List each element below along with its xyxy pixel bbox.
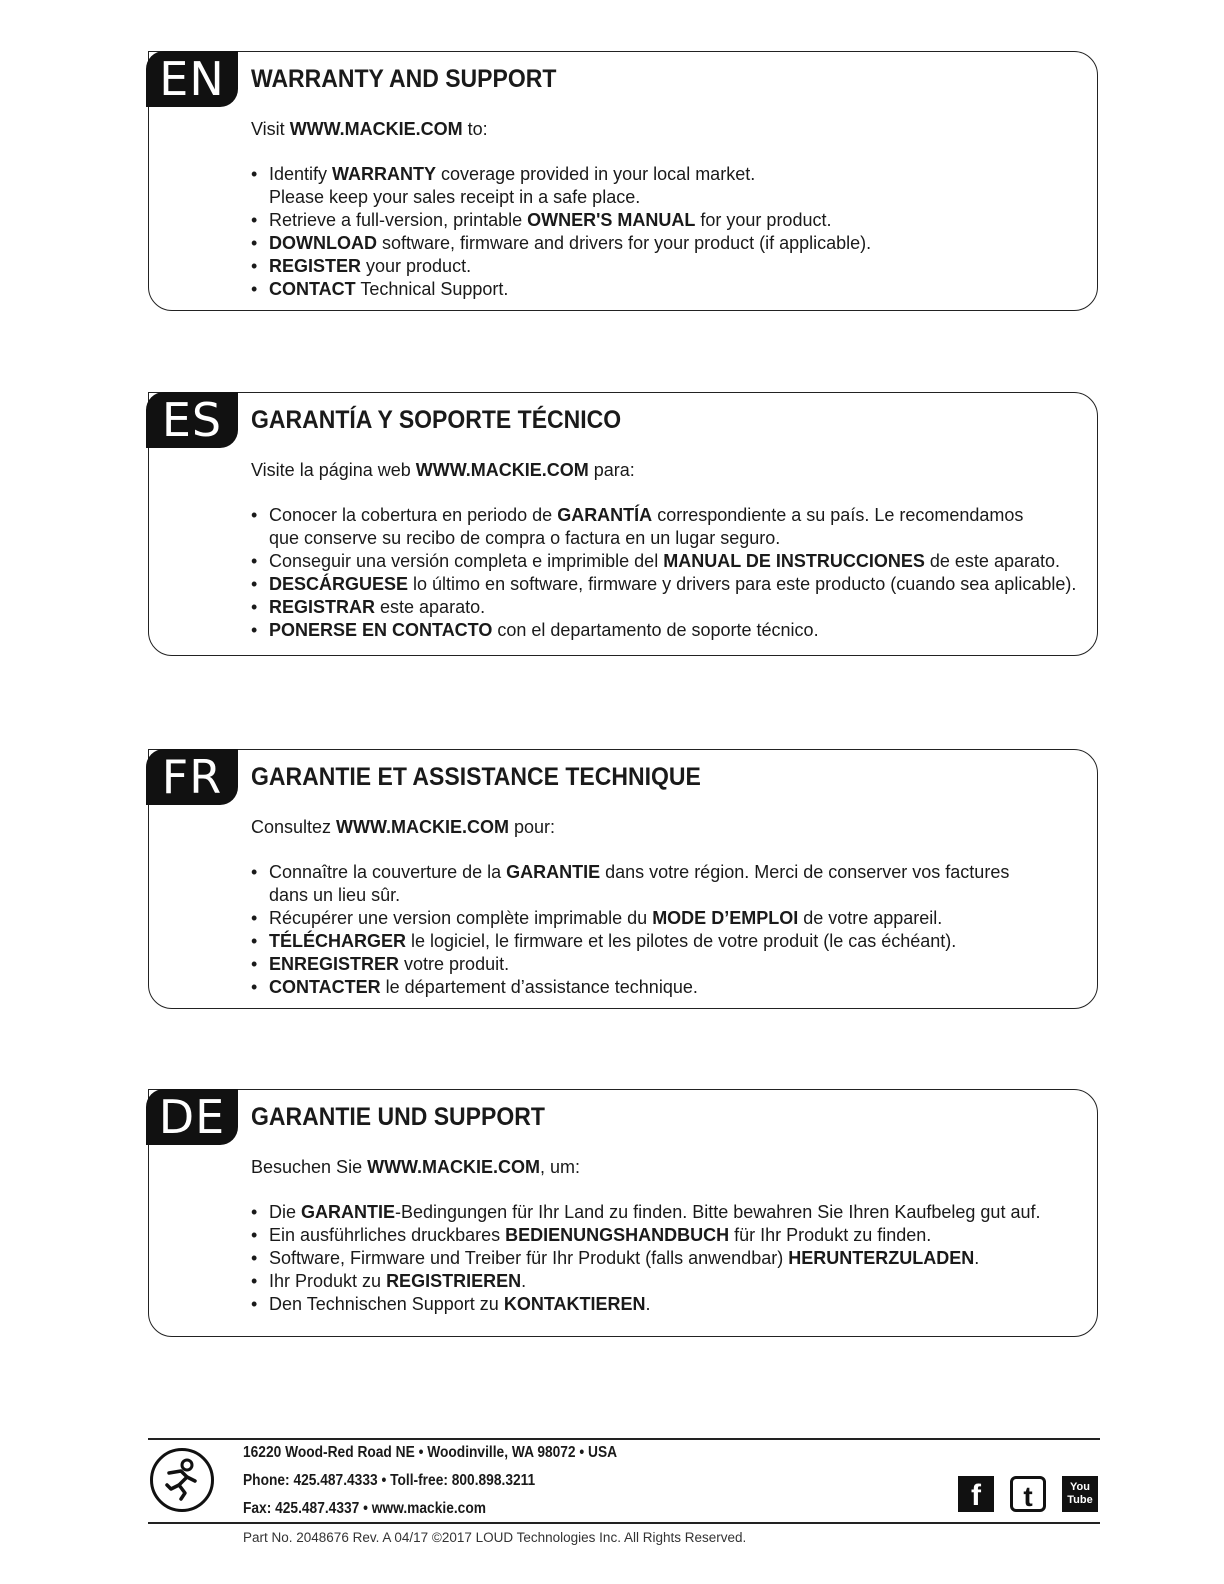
- section-title: GARANTIE ET ASSISTANCE TECHNIQUE: [251, 763, 701, 791]
- emphasis-text: WWW.MACKIE.COM: [289, 119, 463, 139]
- emphasis-text: REGISTER: [269, 256, 362, 276]
- visit-line: [251, 817, 555, 838]
- item-line: [269, 1225, 931, 1245]
- language-tag: DE: [146, 1089, 238, 1145]
- item-line: [269, 574, 1076, 594]
- text-run: de votre appareil.: [798, 908, 943, 928]
- text-run: dans votre région. Merci de conserver vos factures: [600, 862, 1010, 882]
- emphasis-text: DOWNLOAD: [269, 233, 377, 253]
- text-run: de este aparato.: [924, 551, 1060, 571]
- list-item: [251, 1247, 1040, 1270]
- text-run: for your product.: [695, 210, 832, 230]
- text-run: für Ihr Produkt zu finden.: [729, 1225, 932, 1245]
- text-run: -Bedingungen für Ihr Land zu finden. Bitte bewahren Sie Ihren Kaufbeleg gut auf.: [395, 1202, 1041, 1222]
- emphasis-text: GARANTÍA: [557, 505, 653, 525]
- section-title: GARANTIE UND SUPPORT: [251, 1103, 545, 1131]
- list-item: [251, 504, 1076, 550]
- text-run: este aparato.: [375, 597, 486, 617]
- text-run: Please keep your sales receipt in a safe place.: [269, 187, 641, 207]
- text-run: le logiciel, le firmware et les pilotes de votre produit (le cas échéant).: [406, 931, 957, 951]
- facebook-icon[interactable]: f: [958, 1476, 994, 1512]
- list-item: [251, 1224, 1040, 1247]
- text-run: correspondiente a su país. Le recomendamos: [652, 505, 1024, 525]
- item-line: [269, 233, 871, 253]
- list-item: [251, 596, 1076, 619]
- text-run: lo último en software, firmware y drivers para este producto (cuando sea aplicable).: [408, 574, 1077, 594]
- text-run: Die: [269, 1202, 302, 1222]
- text-run: con el departamento de soporte técnico.: [492, 620, 819, 640]
- list-item: [251, 163, 871, 209]
- language-tag: FR: [146, 749, 238, 805]
- footer-address: 16220 Wood-Red Road NE • Woodinville, WA 98072 • USA: [243, 1444, 618, 1461]
- list-item: [251, 976, 1009, 999]
- text-run: coverage provided in your local market.: [436, 164, 756, 184]
- item-line: [269, 1294, 651, 1314]
- item-line: [269, 908, 942, 928]
- text-run: .: [645, 1294, 651, 1314]
- emphasis-text: REGISTRIEREN: [386, 1271, 522, 1291]
- list-item: [251, 1270, 1040, 1293]
- footer-top-rule: [148, 1438, 1100, 1440]
- visit-line: [251, 119, 488, 140]
- item-line: [269, 505, 1023, 525]
- list-item: [251, 232, 871, 255]
- item-line: [269, 1248, 979, 1268]
- item-continuation-line: [269, 527, 1076, 550]
- list-item: [251, 930, 1009, 953]
- list-item: [251, 255, 871, 278]
- text-run: Récupérer une version complète imprimable du: [269, 908, 653, 928]
- list-item: [251, 907, 1009, 930]
- text-run: que conserve su recibo de compra o factura en un lugar seguro.: [269, 528, 781, 548]
- item-line: [269, 597, 485, 617]
- item-line: [269, 210, 831, 230]
- footer-fax: Fax: 425.487.4337 • www.mackie.com: [243, 1500, 486, 1517]
- emphasis-text: KONTAKTIEREN: [503, 1294, 646, 1314]
- footer-phone: Phone: 425.487.4333 • Toll-free: 800.898.3211: [243, 1472, 536, 1489]
- list-item: [251, 550, 1076, 573]
- item-line: [269, 1271, 526, 1291]
- item-line: [269, 279, 508, 299]
- list-item: [251, 619, 1076, 642]
- emphasis-text: HERUNTERZULADEN: [788, 1248, 975, 1268]
- list-item: [251, 861, 1009, 907]
- emphasis-text: WWW.MACKIE.COM: [367, 1157, 541, 1177]
- list-item: [251, 953, 1009, 976]
- text-run: your product.: [361, 256, 472, 276]
- emphasis-text: CONTACT: [269, 279, 356, 299]
- visit-line: [251, 1157, 580, 1178]
- text-run: dans un lieu sûr.: [269, 885, 401, 905]
- emphasis-text: GARANTIE: [301, 1202, 396, 1222]
- text-run: pour:: [509, 817, 556, 837]
- emphasis-text: REGISTRAR: [269, 597, 376, 617]
- text-run: Software, Firmware und Treiber für Ihr Produkt (falls anwendbar): [269, 1248, 789, 1268]
- item-line: [269, 256, 471, 276]
- text-run: Technical Support.: [355, 279, 509, 299]
- visit-line: [251, 460, 635, 481]
- item-line: [269, 954, 509, 974]
- list-item: [251, 1293, 1040, 1316]
- text-run: Retrieve a full-version, printable: [269, 210, 528, 230]
- section-title: WARRANTY AND SUPPORT: [251, 65, 557, 93]
- item-line: [269, 862, 1009, 882]
- text-run: Consultez: [251, 817, 337, 837]
- text-run: .: [521, 1271, 527, 1291]
- list-item: [251, 278, 871, 301]
- list-item: [251, 209, 871, 232]
- text-run: Den Technischen Support zu: [269, 1294, 504, 1314]
- text-run: .: [974, 1248, 980, 1268]
- item-line: [269, 551, 1060, 571]
- part-number: Part No. 2048676 Rev. A 04/17 ©2017 LOUD Technologies Inc. All Rights Reserved.: [243, 1530, 747, 1545]
- item-line: [269, 1202, 1040, 1222]
- bullet-list: [251, 1201, 1040, 1316]
- item-line: [269, 977, 698, 997]
- item-line: [269, 620, 819, 640]
- emphasis-text: WARRANTY: [332, 164, 437, 184]
- text-run: Visit: [251, 119, 290, 139]
- mackie-running-man-logo: [150, 1448, 214, 1512]
- text-run: Identify: [269, 164, 333, 184]
- footer-bottom-rule: [148, 1522, 1100, 1524]
- text-run: Conocer la cobertura en periodo de: [269, 505, 558, 525]
- language-tag: ES: [146, 392, 238, 448]
- youtube-icon[interactable]: You Tube: [1062, 1476, 1098, 1512]
- text-run: Ein ausführliches druckbares: [269, 1225, 506, 1245]
- running-man-icon: [153, 1451, 211, 1509]
- emphasis-text: CONTACTER: [269, 977, 381, 997]
- text-run: le département d’assistance technique.: [380, 977, 698, 997]
- list-item: [251, 573, 1076, 596]
- text-run: software, firmware and drivers for your product (if applicable).: [376, 233, 872, 253]
- item-continuation-line: [269, 884, 1009, 907]
- emphasis-text: GARANTIE: [506, 862, 601, 882]
- language-tag: EN: [146, 51, 238, 107]
- emphasis-text: OWNER'S MANUAL: [527, 210, 696, 230]
- emphasis-text: TÉLÉCHARGER: [269, 931, 407, 951]
- bullet-list: [251, 163, 871, 301]
- emphasis-text: ENREGISTRER: [269, 954, 400, 974]
- text-run: votre produit.: [399, 954, 510, 974]
- bullet-list: [251, 504, 1076, 642]
- text-run: Conseguir una versión completa e imprimible del: [269, 551, 664, 571]
- text-run: Connaître la couverture de la: [269, 862, 507, 882]
- list-item: [251, 1201, 1040, 1224]
- emphasis-text: BEDIENUNGSHANDBUCH: [505, 1225, 730, 1245]
- text-run: Visite la página web: [251, 460, 416, 480]
- section-title: GARANTÍA Y SOPORTE TÉCNICO: [251, 406, 622, 434]
- twitter-icon[interactable]: t: [1010, 1476, 1046, 1512]
- emphasis-text: WWW.MACKIE.COM: [336, 817, 510, 837]
- emphasis-text: WWW.MACKIE.COM: [415, 460, 589, 480]
- item-continuation-line: [269, 186, 871, 209]
- bullet-list: [251, 861, 1009, 999]
- text-run: Besuchen Sie: [251, 1157, 368, 1177]
- text-run: to:: [462, 119, 488, 139]
- item-line: [269, 931, 956, 951]
- text-run: Ihr Produkt zu: [269, 1271, 387, 1291]
- emphasis-text: MANUAL DE INSTRUCCIONES: [663, 551, 925, 571]
- text-run: , um:: [540, 1157, 581, 1177]
- emphasis-text: PONERSE EN CONTACTO: [269, 620, 493, 640]
- item-line: [269, 164, 755, 184]
- emphasis-text: MODE D’EMPLOI: [652, 908, 799, 928]
- text-run: para:: [588, 460, 635, 480]
- emphasis-text: DESCÁRGUESE: [269, 574, 409, 594]
